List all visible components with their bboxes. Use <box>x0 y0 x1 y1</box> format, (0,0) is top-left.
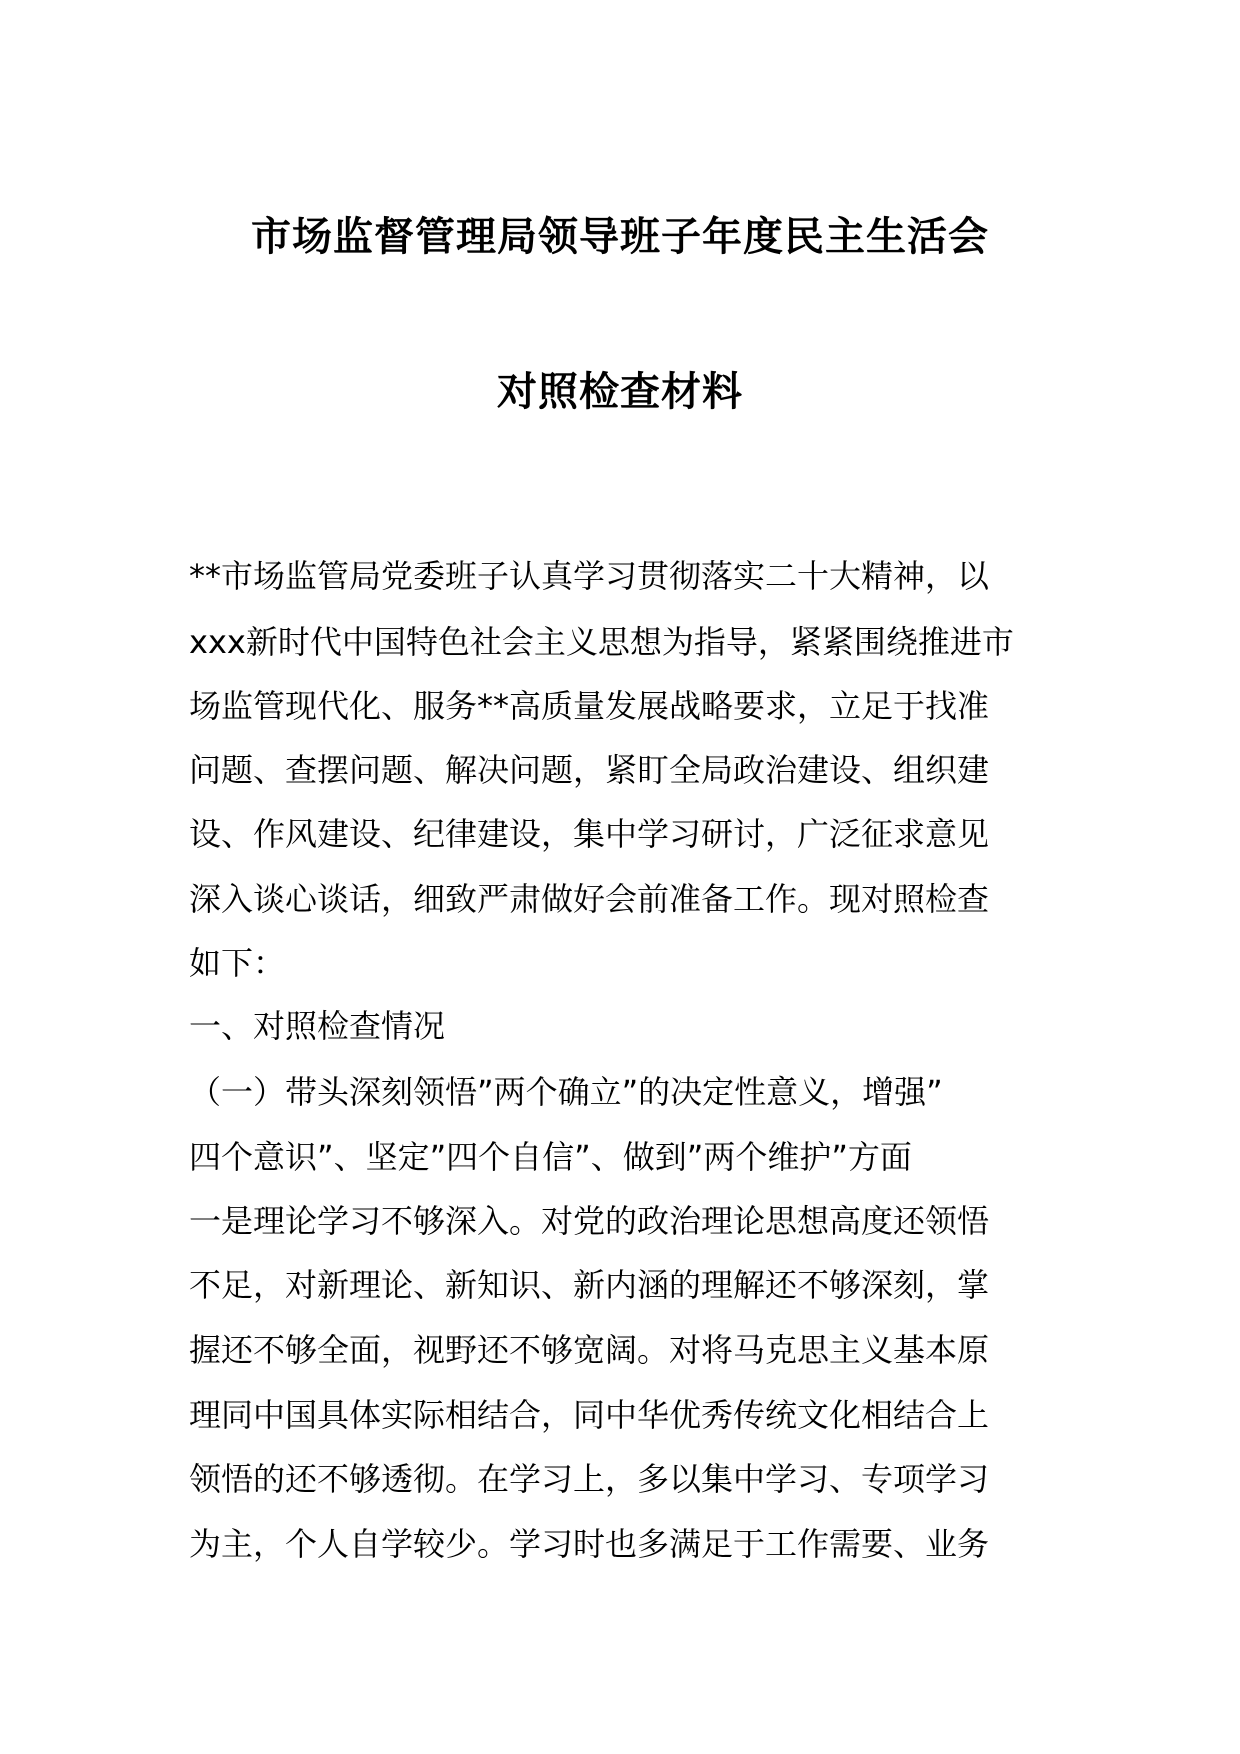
body-line-4: 问题、查摆问题、解决问题，紧盯全局政治建设、组织建 <box>189 751 990 789</box>
body-line-2: xxx新时代中国特色社会主义思想为指导，紧紧围绕推进市 <box>189 623 1014 661</box>
body-line-13: 握还不够全面，视野还不够宽阔。对将马克思主义基本原 <box>189 1331 990 1369</box>
body-line-5: 设、作风建设、纪律建设，集中学习研讨，广泛征求意见 <box>189 815 990 853</box>
document-title-line-2: 对照检查材料 <box>497 369 743 415</box>
section-heading: 一、对照检查情况 <box>189 1007 446 1045</box>
body-line-7: 如下： <box>189 944 286 982</box>
body-line-1: **市场监管局党委班子认真学习贯彻落实二十大精神，以 <box>189 557 990 595</box>
body-line-3: 场监管现代化、服务**高质量发展战略要求，立足于找准 <box>189 687 990 725</box>
body-line-11: 一是理论学习不够深入。对党的政治理论思想高度还领悟 <box>189 1202 990 1240</box>
body-line-14: 理同中国具体实际相结合，同中华优秀传统文化相结合上 <box>189 1396 990 1434</box>
document-title-line-1: 市场监督管理局领导班子年度民主生活会 <box>251 214 989 260</box>
subsection-heading-line-2: 四个意识”、坚定”四个自信”、做到”两个维护”方面 <box>189 1138 912 1176</box>
body-line-16: 为主，个人自学较少。学习时也多满足于工作需要、业务 <box>189 1525 990 1563</box>
body-line-12: 不足，对新理论、新知识、新内涵的理解还不够深刻，掌 <box>189 1266 990 1304</box>
body-line-6: 深入谈心谈话，细致严肃做好会前准备工作。现对照检查 <box>189 880 990 918</box>
subsection-heading-line-1: （一）带头深刻领悟”两个确立”的决定性意义，增强” <box>189 1073 943 1111</box>
body-line-15: 领悟的还不够透彻。在学习上，多以集中学习、专项学习 <box>189 1460 990 1498</box>
